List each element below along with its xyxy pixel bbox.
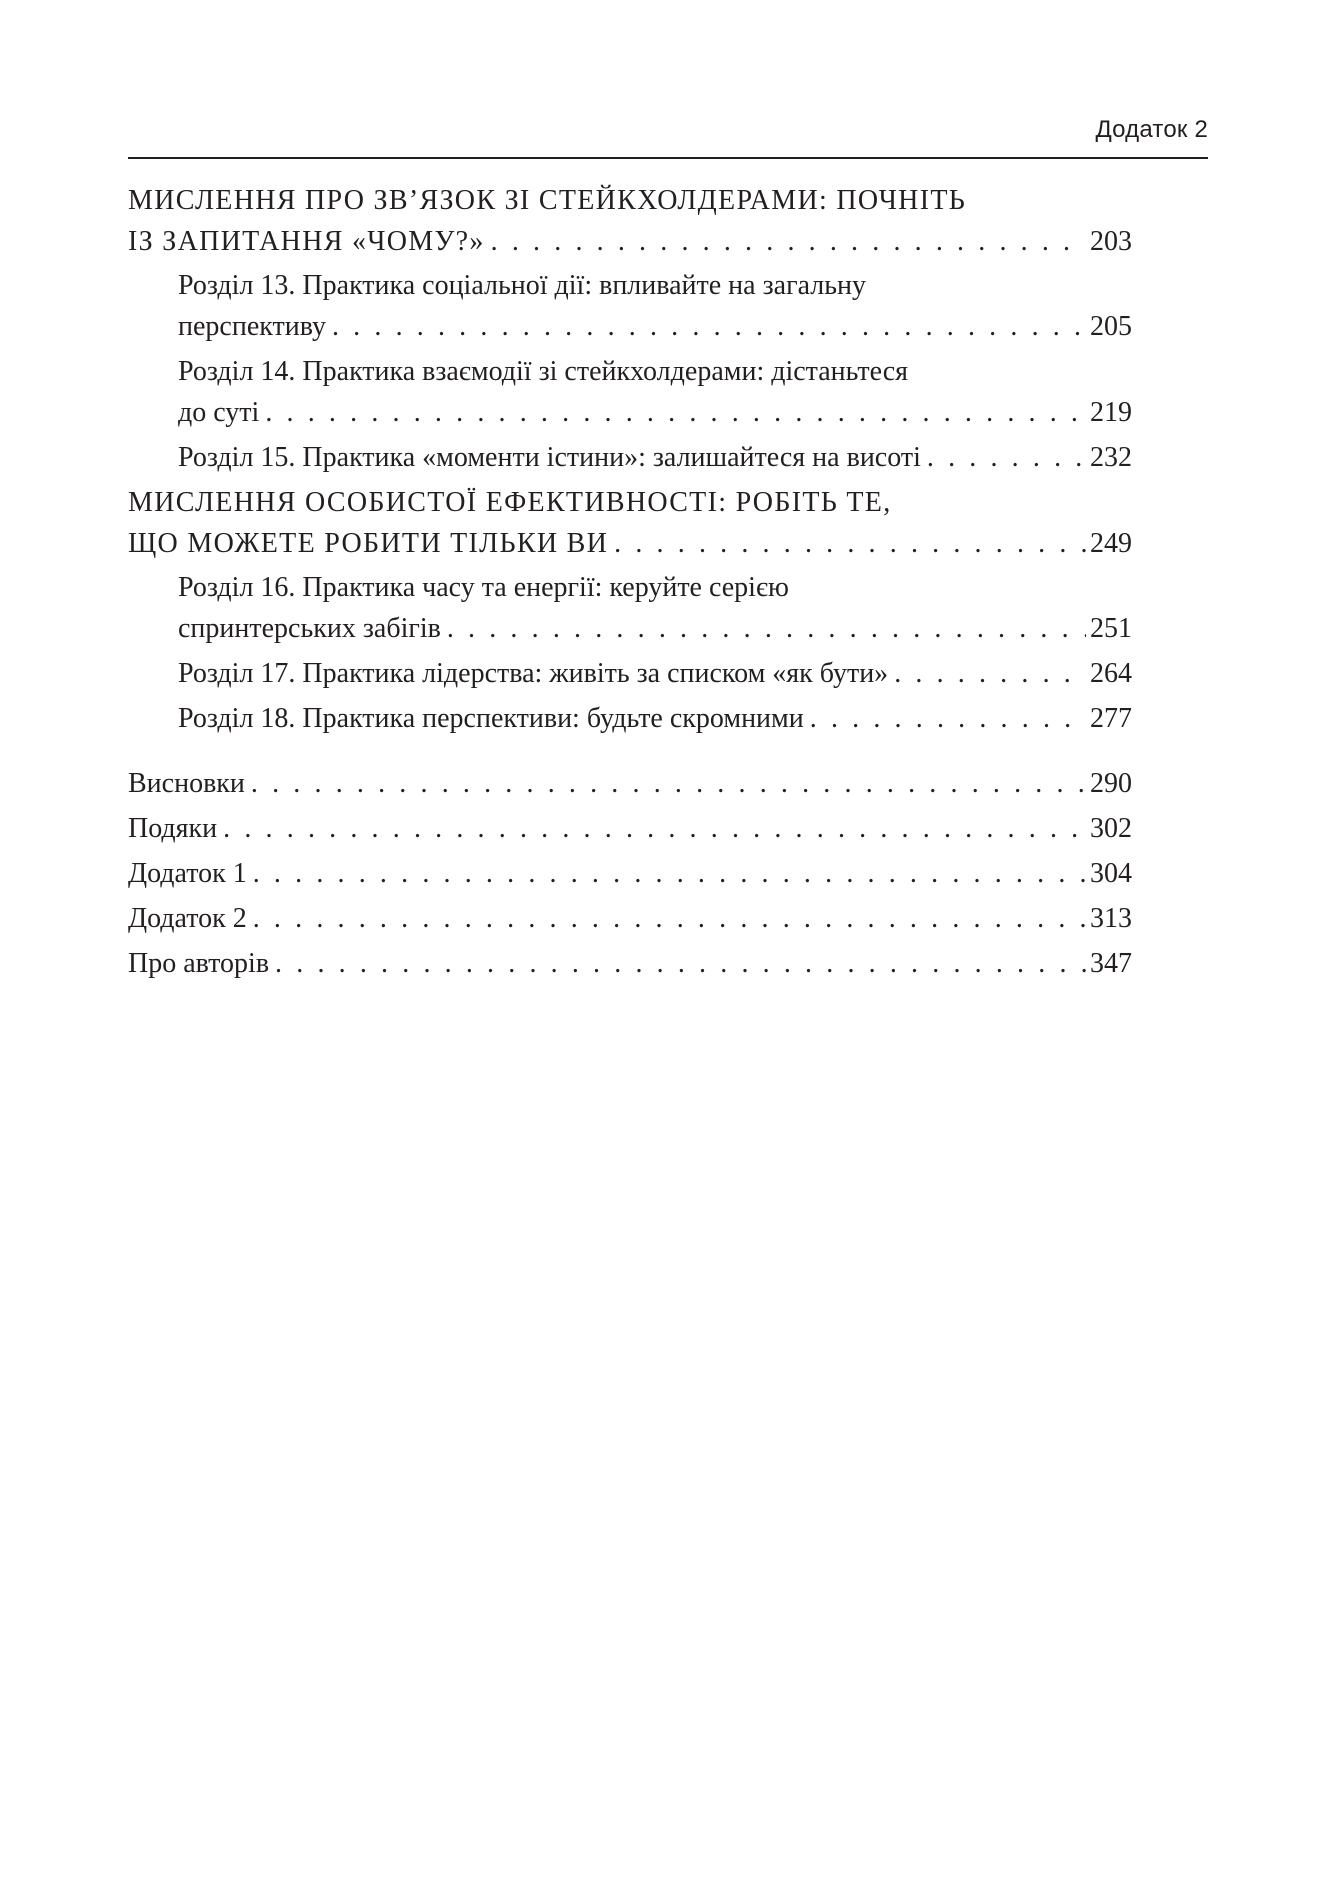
toc-page-number: 347 [1090,948,1132,979]
toc-entry-title: Висновки [128,768,245,799]
toc-entry-title: МИСЛЕННЯ ПРО ЗВ’ЯЗОК ЗІ СТЕЙКХОЛДЕРАМИ: ПОЧНІТЬ [128,185,967,216]
toc-page-number: 219 [1090,397,1132,428]
toc-entry-title: Про авторів [128,948,270,979]
toc-appendix-2[interactable] [128,898,1132,939]
table-of-contents [128,180,1132,984]
toc-page-number: 304 [1090,858,1132,889]
toc-entry-title-cont: спринтерських забігів [178,613,441,644]
toc-page-number: 313 [1090,903,1132,934]
dot-leader [810,698,1086,739]
toc-about-authors[interactable] [128,943,1132,984]
toc-entry-title: Додаток 2 [128,903,247,934]
toc-page-number: 249 [1090,528,1132,559]
toc-page-number: 264 [1090,658,1132,689]
toc-entry-title: Розділ 16. Практика часу та енергії: керуйте серією [178,572,789,603]
toc-page-number: 290 [1090,768,1132,799]
toc-entry-title: МИСЛЕННЯ ОСОБИСТОЇ ЕФЕКТИВНОСТІ: РОБІТЬ ТЕ, [128,487,892,518]
dot-leader [275,943,1086,984]
toc-entry-title-cont: ЩО МОЖЕТЕ РОБИТИ ТІЛЬКИ ВИ [128,528,609,559]
toc-part-relationships[interactable] [128,180,1132,262]
toc-entry-title: Розділ 18. Практика перспективи: будьте скромними [178,703,804,734]
dot-leader [265,392,1086,433]
toc-conclusions[interactable] [128,763,1132,804]
toc-page-number: 302 [1090,813,1132,844]
toc-entry-title: Розділ 17. Практика лідерства: живіть за списком «як бути» [178,658,889,689]
toc-acknowledgements[interactable] [128,808,1132,849]
dot-leader [223,808,1086,849]
toc-entry-title: Розділ 13. Практика соціальної дії: впливайте на загальну [178,270,866,301]
toc-page-number: 277 [1090,703,1132,734]
dot-leader [614,523,1086,564]
toc-chapter-13[interactable] [128,265,1132,347]
dot-leader [332,306,1086,347]
dot-leader [927,437,1086,478]
toc-entry-title-cont: перспективу [178,311,326,342]
toc-chapter-16[interactable] [128,567,1132,649]
dot-leader [894,653,1086,694]
toc-page-number: 203 [1090,226,1132,257]
toc-appendix-1[interactable] [128,853,1132,894]
toc-entry-title-cont: до суті [178,397,260,428]
toc-entry-title: Розділ 14. Практика взаємодії зі стейкхолдерами: дістаньтеся [178,356,909,387]
toc-entry-title: Подяки [128,813,218,844]
dot-leader [447,608,1086,649]
toc-entry-title: Додаток 1 [128,858,247,889]
toc-entry-title: Розділ 15. Практика «моменти істини»: залишайтеся на висоті [178,442,921,473]
toc-page-number: 232 [1090,442,1132,473]
toc-entry-title-cont: ІЗ ЗАПИТАННЯ «ЧОМУ?» [128,226,485,257]
toc-chapter-17[interactable] [128,653,1132,694]
header-rule [128,157,1208,159]
dot-leader [491,221,1086,262]
dot-leader [253,898,1086,939]
toc-chapter-14[interactable] [128,351,1132,433]
toc-page-number: 205 [1090,311,1132,342]
toc-part-effectiveness[interactable] [128,482,1132,564]
toc-page-number: 251 [1090,613,1132,644]
dot-leader [253,853,1086,894]
dot-leader [251,763,1086,804]
toc-chapter-15[interactable] [128,437,1132,478]
running-head: Додаток 2 [1095,116,1208,143]
toc-chapter-18[interactable] [128,698,1132,739]
